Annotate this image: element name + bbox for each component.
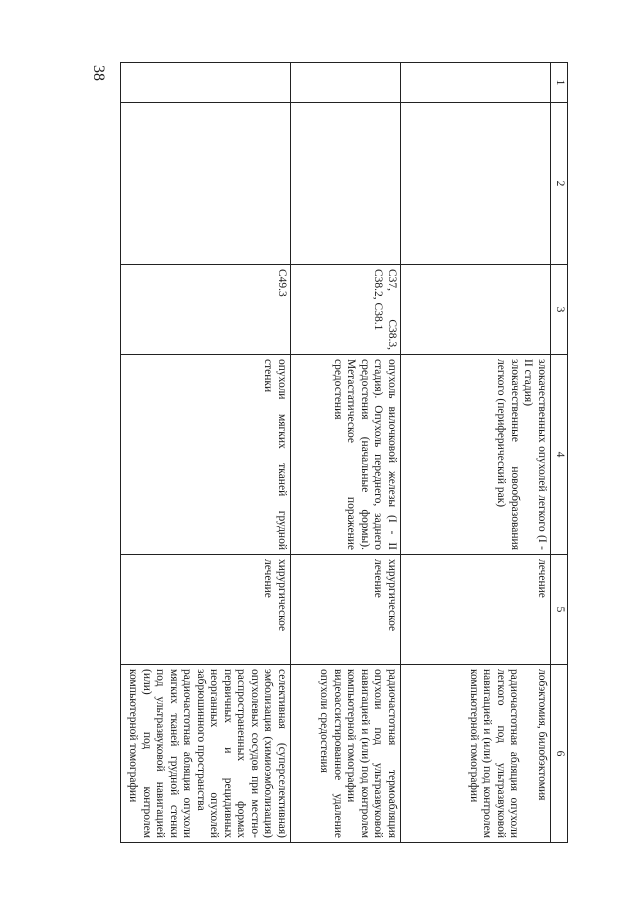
row2-col6-line1: радиочастотная термоабляция опухоли под ультразвуковой навигацией и (или) под контролем компьютерной томографии bbox=[345, 669, 398, 838]
row1-col4-line1: злокачественных опухолей легкого (I - II стадия) bbox=[522, 359, 548, 550]
row3-col4-text: опухоли мягких тканей грудной стенки bbox=[262, 359, 288, 550]
row2-col5 bbox=[291, 555, 401, 665]
row1-col6-line1: лобэктомия, билобэктомия bbox=[536, 669, 548, 801]
row3-col2 bbox=[121, 103, 291, 265]
table-header-row bbox=[551, 63, 568, 843]
header-cell-1: 1 bbox=[551, 63, 568, 103]
row2-col6 bbox=[291, 665, 401, 843]
row1-col6 bbox=[401, 665, 551, 843]
row1-col3 bbox=[401, 265, 551, 355]
row1-col2 bbox=[401, 103, 551, 265]
row2-col5-text: хирургическое лечение bbox=[372, 559, 398, 632]
table-row bbox=[401, 63, 551, 843]
row3-col5 bbox=[121, 555, 291, 665]
row2-col6-line2: видеоассистированное удаление опухоли средостения bbox=[318, 669, 344, 838]
page-number: 38 bbox=[90, 65, 107, 81]
row1-col4 bbox=[401, 355, 551, 555]
row1-col5 bbox=[401, 555, 551, 665]
header-cell-5: 5 bbox=[551, 555, 568, 665]
document-table-rotated bbox=[120, 62, 568, 842]
row3-col6-line2: радиочастотная абляция опухоли мягких тканей грудной стенки под ультразвуковой навигацией (или) под контролем компьютерной томографии bbox=[127, 669, 194, 838]
header-cell-3: 3 bbox=[551, 265, 568, 355]
row1-col4-line2: злокачественные новообразования легкого (периферический рак) bbox=[495, 359, 521, 550]
row3-col5-text: хирургическое лечение bbox=[262, 559, 288, 632]
document-table bbox=[120, 62, 568, 843]
row2-col1 bbox=[291, 63, 401, 103]
row2-col2 bbox=[291, 103, 401, 265]
header-cell-6: 6 bbox=[551, 665, 568, 843]
row1-col6-line2: радиочастотная абляция опухоли легкого под ультразвуковой навигацией и (или) под контролем компьютерной томографии bbox=[468, 669, 521, 838]
spacer bbox=[521, 669, 535, 838]
table-row bbox=[121, 63, 291, 843]
row1-col5-text: лечение bbox=[536, 559, 548, 598]
header-cell-2: 2 bbox=[551, 103, 568, 265]
row2-col3: C37, C38.3, C38.2, C38.1 bbox=[291, 265, 401, 355]
row2-col4 bbox=[291, 355, 401, 555]
row3-col1 bbox=[121, 63, 291, 103]
row3-col6-line1: селективная (суперселективная) эмболизация (химиоэмболизация) опухолевых сосудов при местно-распространенных формах первичных и рецидивных неорганных опухолей забрюшинного пространства bbox=[195, 669, 288, 838]
row2-col4-text: опухоль вилочковой железы (I - II стадия). Опухоль переднего, заднего средостения (начальные формы). Метастатическое поражение средостения bbox=[332, 359, 398, 550]
table-row bbox=[291, 63, 401, 843]
row3-col4 bbox=[121, 355, 291, 555]
row3-col3: C49.3 bbox=[121, 265, 291, 355]
header-cell-4: 4 bbox=[551, 355, 568, 555]
row1-col1 bbox=[401, 63, 551, 103]
row3-col6 bbox=[121, 665, 291, 843]
